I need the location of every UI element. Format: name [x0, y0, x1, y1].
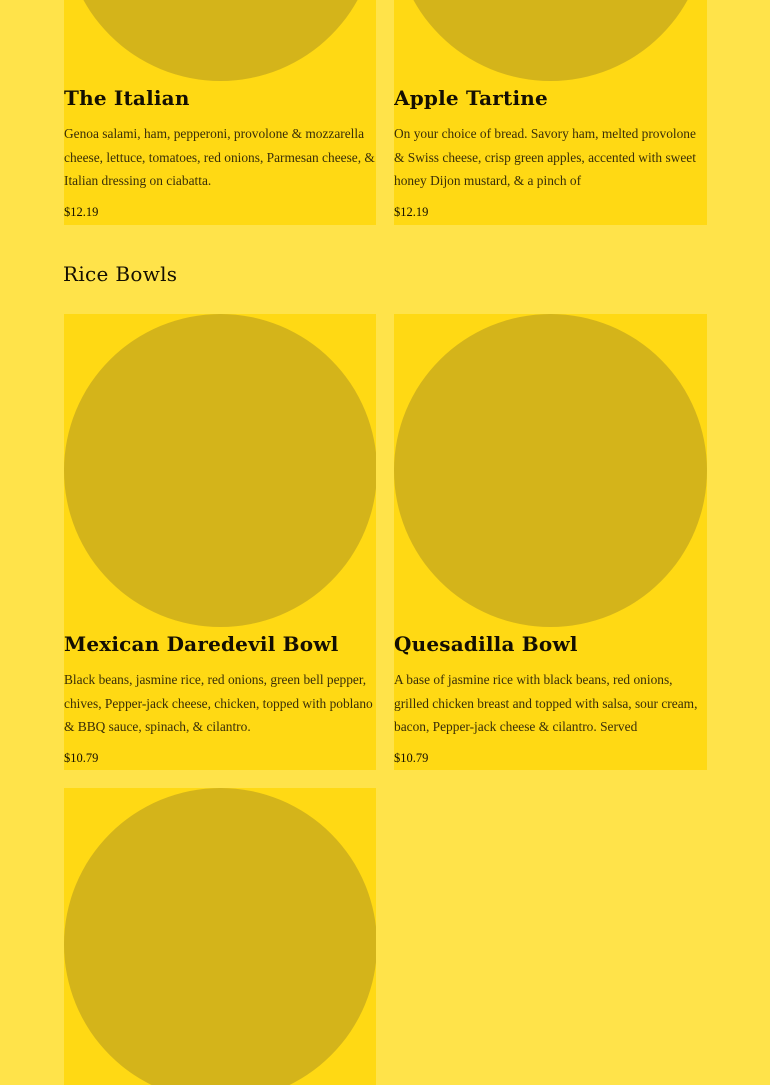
menu-item-image-placeholder: [64, 314, 376, 627]
menu-item-card-quesadilla-bowl[interactable]: [394, 314, 707, 770]
menu-item-name: The Italian: [64, 86, 190, 110]
menu-item-price: $10.79: [64, 751, 99, 765]
menu-item-price: $12.19: [394, 205, 429, 219]
menu-item-name: Apple Tartine: [394, 86, 548, 110]
menu-item-card-mexican-daredevil-bowl[interactable]: [64, 314, 376, 770]
menu-item-description: A base of jasmine rice with black beans, red onions, grilled chicken breast and topped with salsa, sour cream, bacon, Pepper-jack cheese & cilantro. Served: [394, 672, 698, 734]
menu-item-card-the-italian[interactable]: [64, 0, 376, 225]
menu-item-price: $10.79: [394, 751, 429, 765]
menu-item-card-partial[interactable]: [64, 788, 376, 1085]
menu-item-description: Genoa salami, ham, pepperoni, provolone & mozzarella cheese, lettuce, tomatoes, red onions, Parmesan cheese, & Italian dressing on ciabatta.: [64, 126, 375, 188]
menu-item-name: Mexican Daredevil Bowl: [64, 632, 339, 656]
menu-item-image-placeholder: [64, 0, 376, 81]
menu-item-price: $12.19: [64, 205, 99, 219]
menu-item-card-apple-tartine[interactable]: [394, 0, 707, 225]
section-title-rice-bowls: Rice Bowls: [63, 262, 178, 286]
menu-item-description: Black beans, jasmine rice, red onions, green bell pepper, chives, Pepper-jack cheese, chicken, topped with poblano & BBQ sauce, spinach, & cilantro.: [64, 672, 373, 734]
menu-item-image-placeholder: [394, 314, 707, 627]
menu-item-image-placeholder: [64, 788, 376, 1085]
menu-item-image-placeholder: [394, 0, 707, 81]
menu-item-description: On your choice of bread. Savory ham, melted provolone & Swiss cheese, crisp green apples, accented with sweet honey Dijon mustard, & a pinch of: [394, 126, 696, 188]
menu-item-name: Quesadilla Bowl: [394, 632, 578, 656]
